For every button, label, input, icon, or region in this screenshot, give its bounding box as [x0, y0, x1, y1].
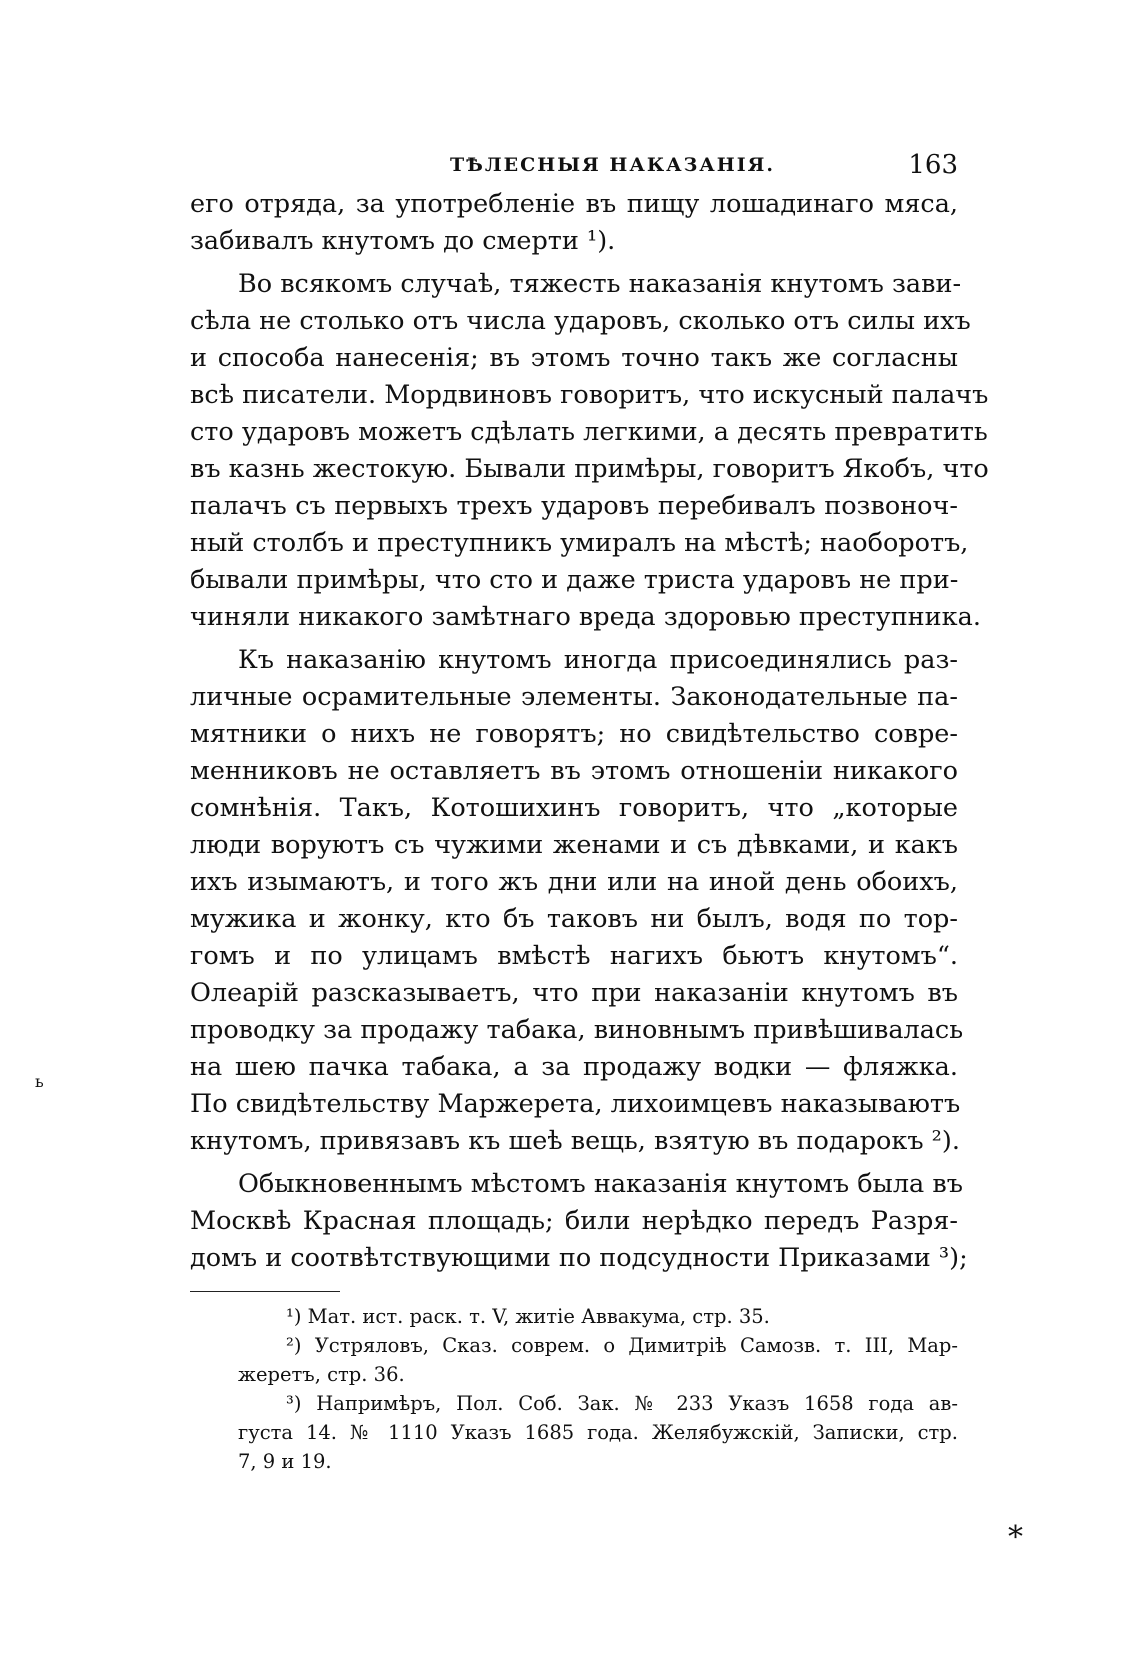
text-line: сомнѣнія. Такъ, Котошихинъ говоритъ, что „которые — [190, 793, 958, 823]
text-line: личные осрамительные элементы. Законодательные па- — [190, 682, 958, 712]
footnote-line: жеретъ, стр. 36. — [238, 1363, 405, 1386]
margin-mark: ь — [35, 1072, 44, 1091]
running-title: ТѢЛЕСНЫЯ НАКАЗАНІЯ. — [450, 154, 775, 176]
footnote-line: ¹) Мат. ист. раск. т. V, житіе Аввакума, стр. 35. — [286, 1305, 770, 1328]
paragraph — [190, 642, 964, 1160]
text-line: люди воруютъ съ чужими женами и съ дѣвками, и какъ — [190, 830, 958, 860]
text-line: ихъ изымаютъ, и того жъ дни или на иной день обоихъ, — [190, 867, 958, 897]
text-line: бывали примѣры, что сто и даже триста ударовъ не при- — [190, 565, 959, 595]
text-line: всѣ писатели. Мордвиновъ говоритъ, что искусный палачъ — [190, 380, 989, 410]
paragraph — [190, 186, 958, 260]
text-line: домъ и соотвѣтствующими по подсудности Приказами ³); — [190, 1243, 968, 1273]
footnote-line: ³) Напримѣръ, Пол. Соб. Зак. № 233 Указъ 1658 года ав- — [286, 1392, 958, 1415]
footnote-divider — [190, 1291, 340, 1292]
paragraph — [190, 266, 989, 636]
text-line: Москвѣ Красная площадь; били нерѣдко передъ Разря- — [190, 1206, 958, 1236]
text-line: По свидѣтельству Маржерета, лихоимцевъ наказываютъ — [190, 1089, 961, 1119]
text-line: и способа нанесенія; въ этомъ точно такъ же согласны — [190, 343, 958, 373]
text-line: забивалъ кнутомъ до смерти ¹). — [190, 226, 616, 256]
footnote-line: ²) Устряловъ, Сказ. соврем. о Димитріѣ Самозв. т. III, Мар- — [286, 1334, 958, 1357]
text-line: на шею пачка табака, а за продажу водки — фляжка. — [190, 1052, 958, 1082]
footnotes — [238, 1302, 958, 1476]
text-line: чиняли никакого замѣтнаго вреда здоровью преступника. — [190, 602, 981, 632]
footnote — [238, 1389, 958, 1476]
text-line: Обыкновеннымъ мѣстомъ наказанія кнутомъ была въ — [238, 1169, 963, 1199]
footnote-line: густа 14. № 1110 Указъ 1685 года. Желябужскій, Записки, стр. — [238, 1421, 958, 1444]
text-line: менниковъ не оставляетъ въ этомъ отношеніи никакого — [190, 756, 958, 786]
running-head — [190, 150, 958, 186]
text-line: палачъ съ первыхъ трехъ ударовъ перебивалъ позвоноч- — [190, 491, 958, 521]
text-line: его отряда, за употребленіе въ пищу лошадинаго мяса, — [190, 189, 958, 219]
text-line: Во всякомъ случаѣ, тяжесть наказанія кнутомъ зави- — [238, 269, 962, 299]
end-mark: * — [1008, 1520, 1023, 1555]
paragraph — [190, 1166, 968, 1277]
text-line: ный столбъ и преступникъ умиралъ на мѣстѣ; наоборотъ, — [190, 528, 969, 558]
footnote-line: 7, 9 и 19. — [238, 1450, 332, 1473]
text-line: сто ударовъ можетъ сдѣлать легкими, а десять превратить — [190, 417, 988, 447]
text-line: въ казнь жестокую. Бывали примѣры, говоритъ Якобъ, что — [190, 454, 989, 484]
page — [190, 150, 1023, 1555]
footnote — [238, 1302, 958, 1331]
text-line: гомъ и по улицамъ вмѣстѣ нагихъ бьютъ кнутомъ“. — [190, 941, 958, 971]
body-text — [190, 186, 989, 1277]
text-line: кнутомъ, привязавъ къ шеѣ вещь, взятую въ подарокъ ²). — [190, 1126, 960, 1156]
text-line: Къ наказанію кнутомъ иногда присоединялись раз- — [238, 645, 958, 675]
page-number: 163 — [908, 150, 958, 180]
text-line: мятники о нихъ не говорятъ; но свидѣтельство совре- — [190, 719, 958, 749]
text-line: проводку за продажу табака, виновнымъ привѣшивалась — [190, 1015, 964, 1045]
text-line: мужика и жонку, кто бъ таковъ ни былъ, водя по тор- — [190, 904, 958, 934]
text-line: Олеарій разсказываетъ, что при наказаніи кнутомъ въ — [190, 978, 958, 1008]
text-line: сѣла не столько отъ числа ударовъ, сколько отъ силы ихъ — [190, 306, 971, 336]
footnote — [238, 1331, 958, 1389]
